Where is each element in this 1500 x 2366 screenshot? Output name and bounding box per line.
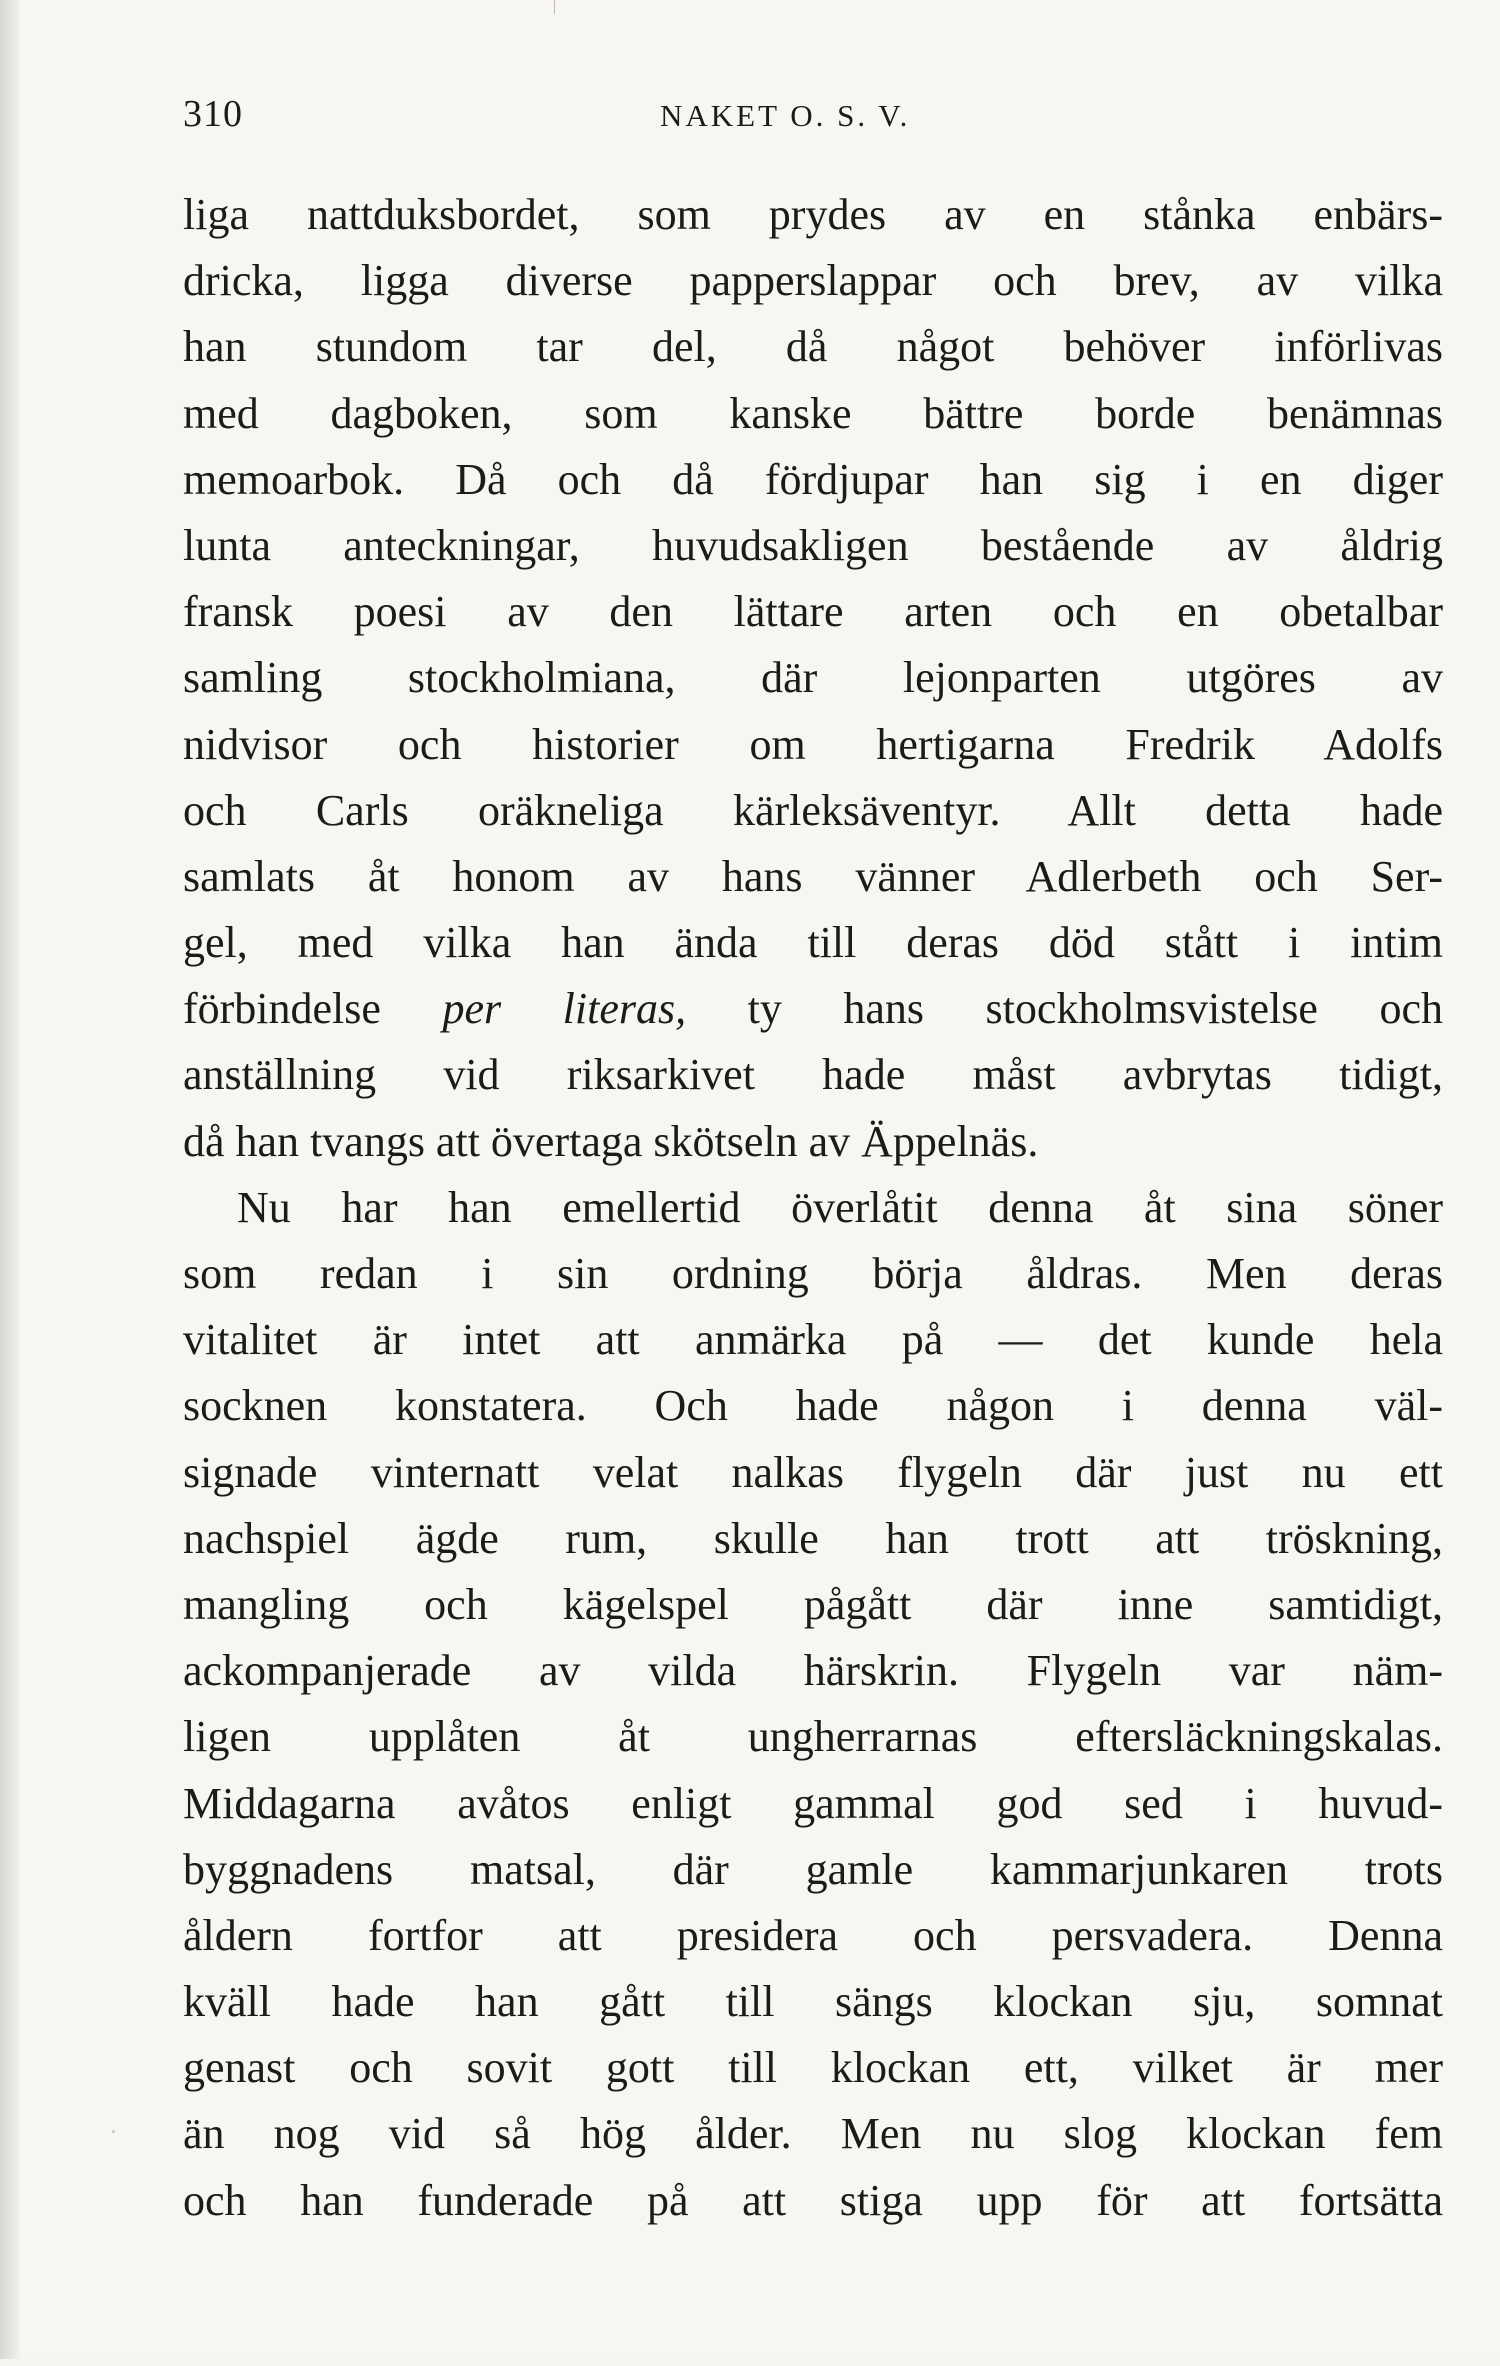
text-line: memoarbok. Då och då fördjupar han sig i en diger (183, 454, 1443, 504)
text-line: ligen upplåten åt ungherrarnas eftersläckningskalas. (183, 1712, 1443, 1762)
text-line: liga nattduksbordet, som prydes av en stånka enbärs- (183, 190, 1443, 239)
line-segment: förbindelse (183, 984, 443, 1034)
text-line: anställning vid riksarkivet hade måst avbrytas tidigt, (183, 1050, 1443, 1100)
running-title: NAKET O. S. V. (660, 98, 911, 133)
text-line: än nog vid så hög ålder. Men nu slog klockan fem (183, 2109, 1443, 2159)
text-line: med dagboken, som kanske bättre borde benämnas (183, 388, 1443, 438)
text-line: gel, med vilka han ända till deras död stått i intim (183, 918, 1443, 968)
text-line: byggnadens matsal, där gamle kammarjunkaren trots (183, 1844, 1443, 1894)
text-line: dricka, ligga diverse papperslappar och brev, av vilka (183, 256, 1443, 306)
text-line: och han funderade på att stiga upp för att fortsätta (183, 2175, 1443, 2225)
text-line (183, 2234, 1443, 2300)
text-line: lunta anteckningar, huvudsakligen bestående av åldrig (183, 520, 1443, 570)
text-line: samlats åt honom av hans vänner Adlerbeth och Ser- (183, 851, 1443, 901)
text-line: mangling och kägelspel pågått där inne samtidigt, (183, 1579, 1443, 1629)
scan-mark (554, 0, 555, 14)
text-line: fransk poesi av den lättare arten och en obetalbar (183, 587, 1443, 637)
text-line: kväll hade han gått till sängs klockan sju, somnat (183, 1977, 1443, 2027)
text-line: signade vinternatt velat nalkas flygeln där just nu ett (183, 1447, 1443, 1497)
italic-phrase: per literas, (442, 984, 687, 1034)
text-line: socknen konstatera. Och hade någon i denna väl- (183, 1381, 1443, 1431)
text-line (183, 2300, 1443, 2366)
text-line: han stundom tar del, då något behöver införlivas (183, 322, 1443, 372)
line-segment: ty hans stockholmsvistelse och (686, 984, 1444, 1034)
text-line-with-italic (183, 976, 1443, 1042)
page-gutter-shadow (0, 0, 20, 2359)
text-line: nidvisor och historier om hertigarna Fredrik Adolfs (183, 719, 1443, 769)
text-line: som redan i sin ordning börja åldras. Men deras (183, 1249, 1443, 1298)
paragraph-start-line: Nu har han emellertid överlåtit denna åt sina söner (237, 1182, 1443, 1232)
text-line: vitalitet är intet att anmärka på — det kunde hela (183, 1315, 1443, 1365)
text-line: samling stockholmiana, där lejonparten utgöres av (183, 653, 1443, 703)
text-line: genast och sovit gott till klockan ett, vilket är mer (183, 2043, 1443, 2093)
text-line: och Carls oräkneliga kärleksäventyr. Allt detta hade (183, 785, 1443, 835)
text-line: Middagarna avåtos enligt gammal god sed i huvud- (183, 1778, 1443, 1828)
paragraph-end-line: då han tvangs att övertaga skötseln av Äppelnäs. (183, 1116, 1039, 1166)
text-line: nachspiel ägde rum, skulle han trott att tröskning, (183, 1513, 1443, 1563)
running-head (183, 92, 1443, 135)
text-line: åldern fortfor att presidera och persvadera. Denna (183, 1910, 1443, 1960)
scan-speck (112, 2130, 115, 2133)
text-line: ackompanjerade av vilda härskrin. Flygeln var näm- (183, 1646, 1443, 1696)
body-text (183, 182, 1443, 2366)
page-number: 310 (183, 93, 243, 135)
